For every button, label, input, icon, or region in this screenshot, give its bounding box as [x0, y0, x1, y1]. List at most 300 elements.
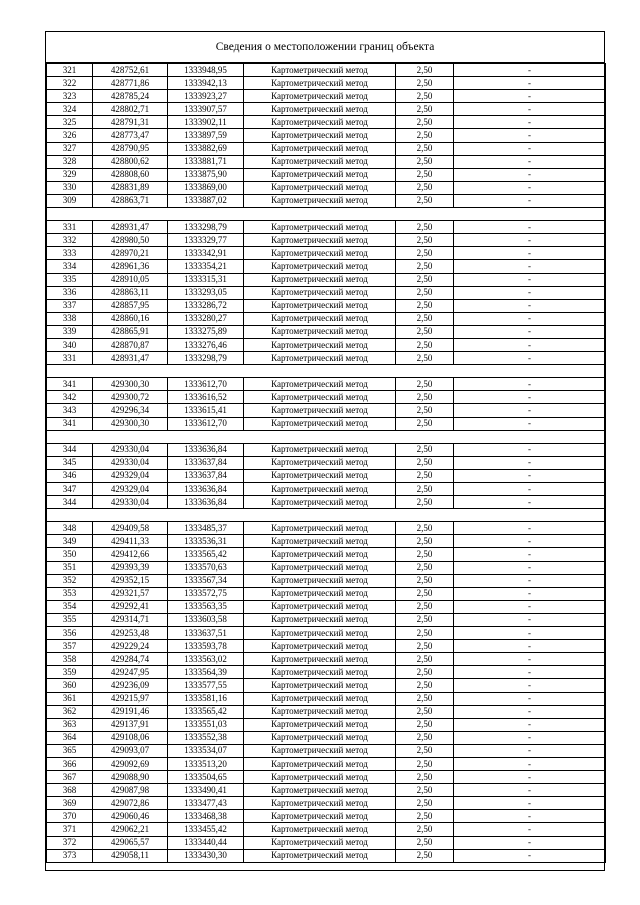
cell-point-number: 360: [47, 679, 93, 692]
table-row: [47, 469, 606, 482]
cell-method: Картометрический метод: [244, 810, 396, 823]
cell-description: -: [454, 312, 606, 325]
group-separator-row: [47, 208, 606, 221]
cell-point-number: 338: [47, 312, 93, 325]
cell-point-number: 359: [47, 666, 93, 679]
cell-description: -: [454, 705, 606, 718]
cell-accuracy: 2,50: [396, 221, 454, 234]
cell-point-number: 321: [47, 64, 93, 77]
cell-point-number: 370: [47, 810, 93, 823]
cell-method: Картометрический метод: [244, 705, 396, 718]
cell-accuracy: 2,50: [396, 273, 454, 286]
cell-point-number: 337: [47, 299, 93, 312]
cell-description: -: [454, 168, 606, 181]
cell-coord-y: 1333570,63: [168, 561, 244, 574]
cell-accuracy: 2,50: [396, 417, 454, 430]
cell-accuracy: 2,50: [396, 561, 454, 574]
cell-coord-y: 1333534,07: [168, 744, 244, 757]
cell-method: Картометрический метод: [244, 469, 396, 482]
table-row: [47, 496, 606, 509]
cell-point-number: 324: [47, 103, 93, 116]
cell-point-number: 351: [47, 561, 93, 574]
cell-coord-y: 1333354,21: [168, 260, 244, 273]
cell-method: Картометрический метод: [244, 129, 396, 142]
table-row: [47, 522, 606, 535]
cell-coord-x: 429236,09: [93, 679, 168, 692]
cell-description: -: [454, 823, 606, 836]
cell-description: -: [454, 653, 606, 666]
cell-coord-x: 429393,39: [93, 561, 168, 574]
cell-coord-x: 429409,58: [93, 522, 168, 535]
cell-description: -: [454, 496, 606, 509]
cell-description: -: [454, 692, 606, 705]
cell-coord-y: 1333564,39: [168, 666, 244, 679]
cell-description: -: [454, 718, 606, 731]
cell-coord-x: 429329,04: [93, 469, 168, 482]
cell-method: Картометрический метод: [244, 627, 396, 640]
cell-description: -: [454, 286, 606, 299]
group-separator-cell: [47, 430, 606, 443]
table-row: [47, 103, 606, 116]
cell-point-number: 349: [47, 535, 93, 548]
cell-accuracy: 2,50: [396, 247, 454, 260]
cell-description: -: [454, 561, 606, 574]
table-row: [47, 116, 606, 129]
cell-coord-y: 1333636,84: [168, 443, 244, 456]
cell-coord-x: 428752,61: [93, 64, 168, 77]
cell-description: -: [454, 325, 606, 338]
cell-coord-x: 428771,86: [93, 77, 168, 90]
table-row: [47, 810, 606, 823]
cell-accuracy: 2,50: [396, 64, 454, 77]
cell-accuracy: 2,50: [396, 653, 454, 666]
table-row: [47, 613, 606, 626]
cell-coord-y: 1333902,11: [168, 116, 244, 129]
cell-description: -: [454, 522, 606, 535]
cell-description: -: [454, 784, 606, 797]
cell-method: Картометрический метод: [244, 299, 396, 312]
cell-coord-y: 1333280,27: [168, 312, 244, 325]
cell-accuracy: 2,50: [396, 325, 454, 338]
cell-coord-y: 1333286,72: [168, 299, 244, 312]
cell-accuracy: 2,50: [396, 234, 454, 247]
cell-method: Картометрический метод: [244, 653, 396, 666]
cell-method: Картометрический метод: [244, 155, 396, 168]
table-row: [47, 234, 606, 247]
cell-method: Картометрический метод: [244, 522, 396, 535]
table-row: [47, 705, 606, 718]
cell-coord-y: 1333485,37: [168, 522, 244, 535]
cell-point-number: 329: [47, 168, 93, 181]
cell-coord-y: 1333513,20: [168, 757, 244, 770]
cell-coord-y: 1333477,43: [168, 797, 244, 810]
cell-description: -: [454, 483, 606, 496]
cell-description: -: [454, 260, 606, 273]
cell-accuracy: 2,50: [396, 483, 454, 496]
cell-coord-y: 1333275,89: [168, 325, 244, 338]
cell-coord-x: 428931,47: [93, 352, 168, 365]
cell-coord-y: 1333329,77: [168, 234, 244, 247]
cell-description: -: [454, 771, 606, 784]
cell-coord-y: 1333581,16: [168, 692, 244, 705]
cell-description: -: [454, 116, 606, 129]
cell-method: Картометрический метод: [244, 600, 396, 613]
cell-coord-x: 429087,98: [93, 784, 168, 797]
table-row: [47, 168, 606, 181]
cell-coord-x: 429412,66: [93, 548, 168, 561]
cell-accuracy: 2,50: [396, 810, 454, 823]
cell-description: -: [454, 810, 606, 823]
cell-accuracy: 2,50: [396, 155, 454, 168]
cell-method: Картометрический метод: [244, 718, 396, 731]
cell-point-number: 342: [47, 391, 93, 404]
cell-coord-y: 1333636,84: [168, 496, 244, 509]
group-separator-row: [47, 365, 606, 378]
cell-description: -: [454, 129, 606, 142]
cell-accuracy: 2,50: [396, 666, 454, 679]
cell-coord-y: 1333440,44: [168, 836, 244, 849]
cell-accuracy: 2,50: [396, 299, 454, 312]
cell-coord-x: 429300,30: [93, 378, 168, 391]
cell-coord-y: 1333612,70: [168, 417, 244, 430]
cell-point-number: 356: [47, 627, 93, 640]
table-row: [47, 627, 606, 640]
cell-coord-x: 428980,50: [93, 234, 168, 247]
cell-coord-y: 1333567,34: [168, 574, 244, 587]
cell-coord-y: 1333577,55: [168, 679, 244, 692]
table-row: [47, 338, 606, 351]
table-row: [47, 771, 606, 784]
cell-point-number: 323: [47, 90, 93, 103]
cell-coord-y: 1333455,42: [168, 823, 244, 836]
cell-method: Картометрический метод: [244, 142, 396, 155]
cell-coord-y: 1333276,46: [168, 338, 244, 351]
cell-method: Картометрический метод: [244, 181, 396, 194]
cell-point-number: 332: [47, 234, 93, 247]
cell-coord-y: 1333907,57: [168, 103, 244, 116]
cell-method: Картометрический метод: [244, 640, 396, 653]
cell-method: Картометрический метод: [244, 286, 396, 299]
cell-coord-y: 1333551,03: [168, 718, 244, 731]
cell-method: Картометрический метод: [244, 273, 396, 286]
cell-description: -: [454, 103, 606, 116]
cell-description: -: [454, 640, 606, 653]
cell-coord-x: 429330,04: [93, 456, 168, 469]
cell-point-number: 348: [47, 522, 93, 535]
cell-coord-x: 428865,91: [93, 325, 168, 338]
cell-point-number: 369: [47, 797, 93, 810]
cell-coord-x: 429292,41: [93, 600, 168, 613]
cell-accuracy: 2,50: [396, 496, 454, 509]
cell-method: Картометрический метод: [244, 64, 396, 77]
cell-coord-x: 429329,04: [93, 483, 168, 496]
cell-coord-y: 1333342,91: [168, 247, 244, 260]
cell-description: -: [454, 627, 606, 640]
cell-coord-x: 428860,16: [93, 312, 168, 325]
table-row: [47, 561, 606, 574]
cell-method: Картометрический метод: [244, 90, 396, 103]
cell-coord-y: 1333298,79: [168, 352, 244, 365]
cell-coord-y: 1333637,51: [168, 627, 244, 640]
cell-description: -: [454, 391, 606, 404]
cell-method: Картометрический метод: [244, 443, 396, 456]
cell-point-number: 350: [47, 548, 93, 561]
cell-coord-x: 429065,57: [93, 836, 168, 849]
cell-coord-x: 428790,95: [93, 142, 168, 155]
table-row: [47, 823, 606, 836]
cell-coord-x: 429247,95: [93, 666, 168, 679]
cell-accuracy: 2,50: [396, 443, 454, 456]
cell-coord-x: 429072,86: [93, 797, 168, 810]
cell-coord-y: 1333923,27: [168, 90, 244, 103]
cell-coord-y: 1333616,52: [168, 391, 244, 404]
table-row: [47, 273, 606, 286]
cell-description: -: [454, 587, 606, 600]
cell-coord-y: 1333468,38: [168, 810, 244, 823]
table-row: [47, 535, 606, 548]
cell-coord-x: 429284,74: [93, 653, 168, 666]
cell-coord-x: 428831,89: [93, 181, 168, 194]
document-frame: [45, 31, 605, 871]
cell-coord-x: 428870,87: [93, 338, 168, 351]
cell-accuracy: 2,50: [396, 600, 454, 613]
cell-coord-y: 1333615,41: [168, 404, 244, 417]
cell-method: Картометрический метод: [244, 548, 396, 561]
cell-accuracy: 2,50: [396, 168, 454, 181]
group-separator-cell: [47, 509, 606, 522]
cell-method: Картометрический метод: [244, 116, 396, 129]
cell-description: -: [454, 548, 606, 561]
table-row: [47, 64, 606, 77]
cell-accuracy: 2,50: [396, 771, 454, 784]
cell-method: Картометрический метод: [244, 77, 396, 90]
cell-point-number: 352: [47, 574, 93, 587]
table-row: [47, 587, 606, 600]
cell-description: -: [454, 155, 606, 168]
cell-coord-y: 1333504,65: [168, 771, 244, 784]
cell-coord-x: 428863,71: [93, 194, 168, 207]
cell-accuracy: 2,50: [396, 129, 454, 142]
cell-point-number: 347: [47, 483, 93, 496]
cell-coord-x: 428910,05: [93, 273, 168, 286]
cell-method: Картометрический метод: [244, 613, 396, 626]
cell-description: -: [454, 600, 606, 613]
cell-method: Картометрический метод: [244, 784, 396, 797]
cell-coord-x: 429411,33: [93, 535, 168, 548]
cell-point-number: 366: [47, 757, 93, 770]
cell-description: -: [454, 181, 606, 194]
cell-coord-x: 429215,97: [93, 692, 168, 705]
cell-accuracy: 2,50: [396, 744, 454, 757]
cell-coord-x: 429314,71: [93, 613, 168, 626]
cell-coord-y: 1333563,35: [168, 600, 244, 613]
cell-point-number: 331: [47, 221, 93, 234]
cell-method: Картометрический метод: [244, 103, 396, 116]
table-row: [47, 77, 606, 90]
cell-description: -: [454, 731, 606, 744]
cell-accuracy: 2,50: [396, 260, 454, 273]
table-row: [47, 391, 606, 404]
cell-coord-x: 428931,47: [93, 221, 168, 234]
cell-coord-y: 1333882,69: [168, 142, 244, 155]
table-row: [47, 181, 606, 194]
table-row: [47, 404, 606, 417]
cell-point-number: 357: [47, 640, 93, 653]
cell-description: -: [454, 77, 606, 90]
table-row: [47, 600, 606, 613]
cell-point-number: 336: [47, 286, 93, 299]
cell-description: -: [454, 221, 606, 234]
cell-coord-x: 429191,46: [93, 705, 168, 718]
cell-accuracy: 2,50: [396, 836, 454, 849]
cell-point-number: 328: [47, 155, 93, 168]
table-row: [47, 260, 606, 273]
table-row: [47, 247, 606, 260]
table-row: [47, 286, 606, 299]
cell-accuracy: 2,50: [396, 194, 454, 207]
cell-accuracy: 2,50: [396, 548, 454, 561]
cell-coord-x: 429321,57: [93, 587, 168, 600]
cell-accuracy: 2,50: [396, 574, 454, 587]
cell-description: -: [454, 90, 606, 103]
cell-method: Картометрический метод: [244, 757, 396, 770]
cell-description: -: [454, 417, 606, 430]
cell-description: -: [454, 194, 606, 207]
cell-method: Картометрический метод: [244, 574, 396, 587]
cell-description: -: [454, 469, 606, 482]
table-row: [47, 483, 606, 496]
cell-method: Картометрический метод: [244, 496, 396, 509]
cell-coord-y: 1333563,02: [168, 653, 244, 666]
cell-method: Картометрический метод: [244, 325, 396, 338]
table-row: [47, 744, 606, 757]
boundary-table-body: [47, 64, 606, 863]
table-row: [47, 352, 606, 365]
table-row: [47, 836, 606, 849]
cell-coord-x: 429108,06: [93, 731, 168, 744]
cell-coord-y: 1333887,02: [168, 194, 244, 207]
cell-description: -: [454, 757, 606, 770]
cell-coord-y: 1333315,31: [168, 273, 244, 286]
cell-point-number: 330: [47, 181, 93, 194]
cell-coord-y: 1333875,90: [168, 168, 244, 181]
table-row: [47, 456, 606, 469]
table-row: [47, 312, 606, 325]
cell-method: Картометрический метод: [244, 823, 396, 836]
cell-coord-x: 428802,71: [93, 103, 168, 116]
cell-coord-x: 429092,69: [93, 757, 168, 770]
table-row: [47, 129, 606, 142]
cell-coord-x: 429300,30: [93, 417, 168, 430]
cell-accuracy: 2,50: [396, 404, 454, 417]
table-row: [47, 666, 606, 679]
cell-point-number: 341: [47, 378, 93, 391]
table-row: [47, 718, 606, 731]
cell-method: Картометрический метод: [244, 417, 396, 430]
cell-method: Картометрический метод: [244, 378, 396, 391]
cell-method: Картометрический метод: [244, 535, 396, 548]
cell-coord-y: 1333897,59: [168, 129, 244, 142]
group-separator-row: [47, 509, 606, 522]
cell-coord-x: 429062,21: [93, 823, 168, 836]
cell-point-number: 361: [47, 692, 93, 705]
cell-method: Картометрический метод: [244, 391, 396, 404]
cell-method: Картометрический метод: [244, 836, 396, 849]
cell-coord-x: 429352,15: [93, 574, 168, 587]
cell-coord-y: 1333869,00: [168, 181, 244, 194]
cell-coord-y: 1333293,05: [168, 286, 244, 299]
group-separator-cell: [47, 208, 606, 221]
cell-point-number: 325: [47, 116, 93, 129]
cell-point-number: 354: [47, 600, 93, 613]
cell-description: -: [454, 352, 606, 365]
cell-coord-x: 429300,72: [93, 391, 168, 404]
document-title: Сведения о местоположении границ объекта: [46, 32, 604, 63]
cell-method: Картометрический метод: [244, 312, 396, 325]
cell-point-number: 340: [47, 338, 93, 351]
cell-point-number: 371: [47, 823, 93, 836]
cell-accuracy: 2,50: [396, 692, 454, 705]
cell-accuracy: 2,50: [396, 535, 454, 548]
cell-description: -: [454, 338, 606, 351]
table-row: [47, 325, 606, 338]
cell-point-number: 322: [47, 77, 93, 90]
cell-point-number: 331: [47, 352, 93, 365]
cell-coord-x: 429296,34: [93, 404, 168, 417]
cell-description: -: [454, 613, 606, 626]
table-row: [47, 797, 606, 810]
cell-coord-x: 429088,90: [93, 771, 168, 784]
cell-description: -: [454, 679, 606, 692]
cell-accuracy: 2,50: [396, 469, 454, 482]
cell-method: Картометрический метод: [244, 692, 396, 705]
cell-coord-x: 428961,36: [93, 260, 168, 273]
cell-accuracy: 2,50: [396, 338, 454, 351]
cell-point-number: 364: [47, 731, 93, 744]
table-row: [47, 653, 606, 666]
cell-point-number: 373: [47, 849, 93, 862]
cell-coord-x: 429253,48: [93, 627, 168, 640]
table-row: [47, 155, 606, 168]
cell-coord-x: 428773,47: [93, 129, 168, 142]
table-row: [47, 679, 606, 692]
cell-method: Картометрический метод: [244, 260, 396, 273]
cell-description: -: [454, 744, 606, 757]
cell-accuracy: 2,50: [396, 640, 454, 653]
cell-description: -: [454, 64, 606, 77]
cell-coord-x: 429060,46: [93, 810, 168, 823]
cell-accuracy: 2,50: [396, 522, 454, 535]
cell-coord-y: 1333603,58: [168, 613, 244, 626]
cell-method: Картометрический метод: [244, 666, 396, 679]
cell-method: Картометрический метод: [244, 849, 396, 862]
cell-point-number: 344: [47, 496, 93, 509]
cell-point-number: 363: [47, 718, 93, 731]
cell-method: Картометрический метод: [244, 456, 396, 469]
cell-coord-y: 1333536,31: [168, 535, 244, 548]
cell-method: Картометрический метод: [244, 247, 396, 260]
cell-description: -: [454, 443, 606, 456]
cell-accuracy: 2,50: [396, 352, 454, 365]
cell-coord-y: 1333565,42: [168, 548, 244, 561]
cell-point-number: 372: [47, 836, 93, 849]
table-row: [47, 299, 606, 312]
cell-description: -: [454, 666, 606, 679]
cell-method: Картометрический метод: [244, 338, 396, 351]
cell-method: Картометрический метод: [244, 221, 396, 234]
cell-method: Картометрический метод: [244, 404, 396, 417]
cell-method: Картометрический метод: [244, 679, 396, 692]
